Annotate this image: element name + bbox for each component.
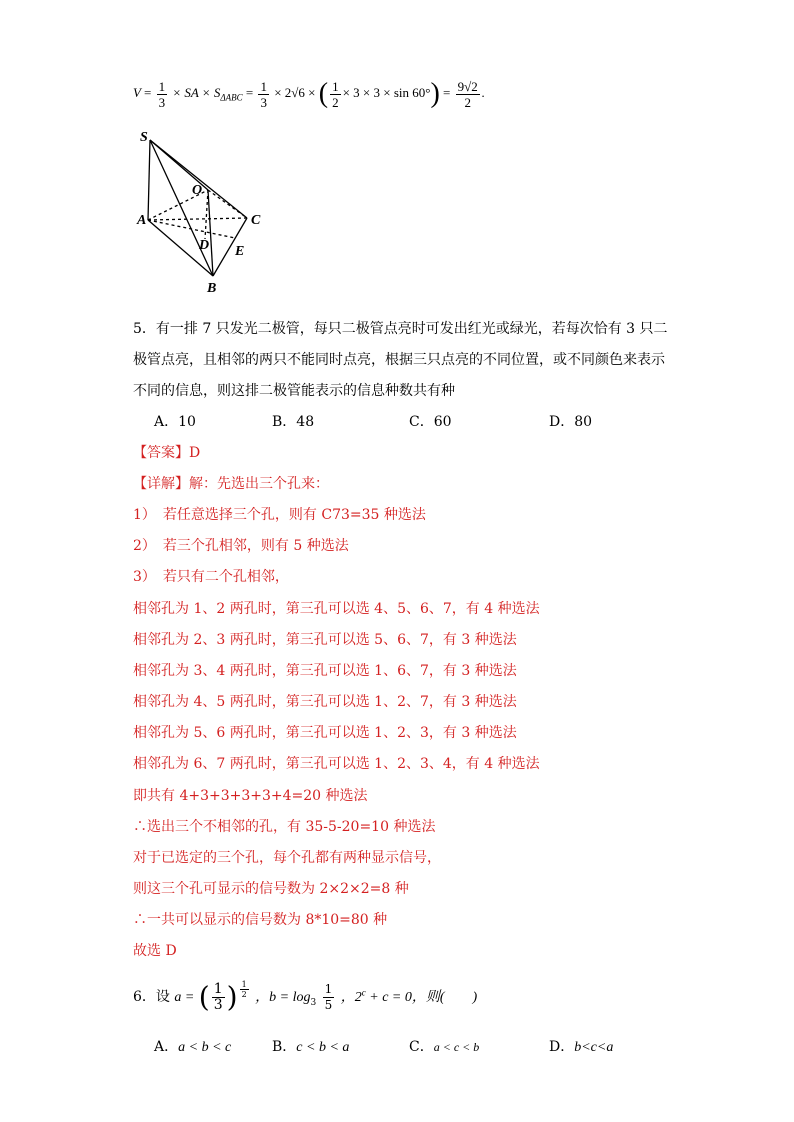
label-d: D (199, 238, 210, 253)
label-o: O (192, 183, 203, 198)
q5-answer: 【答案】D (133, 445, 201, 461)
volume-formula: V = $\frac{1}{3}$ × SA × $S_{\Delta ABC}$ = $\frac{1}{3}$ × 2√6 × ( $\frac{1}{2}$ × 3 × 3 × sin 60°) = $\frac{9√2}{2}$ . (133, 78, 486, 110)
q5-detail-8: 相邻孔为 5、6 两孔时，第三孔可以选 1、2、3，有 3 种选法 (133, 725, 517, 741)
q5-option-d: D．80 (549, 414, 593, 430)
q5-option-a: A．10 (154, 414, 196, 430)
q5-detail-15: 故选 D (133, 943, 177, 959)
q5-detail-11: ∴选出三个不相邻的孔，有 35-5-20=10 种选法 (133, 819, 436, 835)
q6-option-d: D．b<c<a (549, 1039, 614, 1055)
pyramid-figure (135, 126, 275, 296)
q5-detail-12: 对于已选定的三个孔，每个孔都有两种显示信号， (133, 850, 441, 866)
q5-detail-14: ∴一共可以显示的信号数为 8*10=80 种 (133, 912, 388, 928)
q5-detail-3: 3） 若只有二个孔相邻， (133, 569, 289, 585)
label-e: E (235, 244, 245, 259)
q6-stem: 6．设 a = ( $\frac{1}{3}$ ) $^{\frac{1}{2}}$ ，$b = \log_3$ $\frac{1}{5}$ ，$2^c + c = 0$，则( ) (133, 980, 478, 1014)
edge-ae (148, 220, 235, 238)
q5-detail-0: 【详解】解：先选出三个孔来： (133, 476, 329, 492)
edge-sa (148, 140, 150, 220)
label-c: C (251, 213, 261, 228)
label-a: A (137, 213, 147, 228)
label-b: B (207, 281, 217, 296)
edge-sb (150, 140, 213, 276)
q5-detail-4: 相邻孔为 1、2 两孔时，第三孔可以选 4、5、6、7，有 4 种选法 (133, 601, 540, 617)
q6-option-c: C．a < c < b (409, 1039, 480, 1055)
q5-line-2: 极管点亮，且相邻的两只不能同时点亮，根据三只点亮的不同位置，或不同颜色来表示 (133, 352, 665, 368)
q6-option-b: B．c < b < a (272, 1039, 350, 1055)
q5-detail-2: 2） 若三个孔相邻，则有 5 种选法 (133, 538, 349, 554)
q6-option-a: A．a < b < c (154, 1039, 232, 1055)
edge-ac (148, 218, 247, 220)
edge-od (205, 190, 208, 239)
q5-detail-6: 相邻孔为 3、4 两孔时，第三孔可以选 1、6、7，有 3 种选法 (133, 663, 517, 679)
q5-detail-13: 则这三个孔可显示的信号数为 2×2×2=8 种 (133, 881, 409, 897)
q5-detail-7: 相邻孔为 4、5 两孔时，第三孔可以选 1、2、7，有 3 种选法 (133, 694, 517, 710)
q5-line-1: 5．有一排 7 只发光二极管，每只二极管点亮时可发出红光或绿光，若每次恰有 3 只二 (133, 321, 668, 337)
q5-detail-9: 相邻孔为 6、7 两孔时，第三孔可以选 1、2、3、4，有 4 种选法 (133, 756, 540, 772)
q5-option-c: C．60 (409, 414, 452, 430)
q5-line-3: 不同的信息，则这排二极管能表示的信息种数共有种 (133, 383, 455, 399)
q5-detail-10: 即共有 4+3+3+3+3+4=20 种选法 (133, 788, 368, 804)
q5-option-b: B．48 (272, 414, 315, 430)
q5-detail-5: 相邻孔为 2、3 两孔时，第三孔可以选 5、6、7，有 3 种选法 (133, 632, 517, 648)
q5-detail-1: 1） 若任意选择三个孔，则有 C73=35 种选法 (133, 507, 426, 523)
label-s: S (140, 130, 148, 145)
